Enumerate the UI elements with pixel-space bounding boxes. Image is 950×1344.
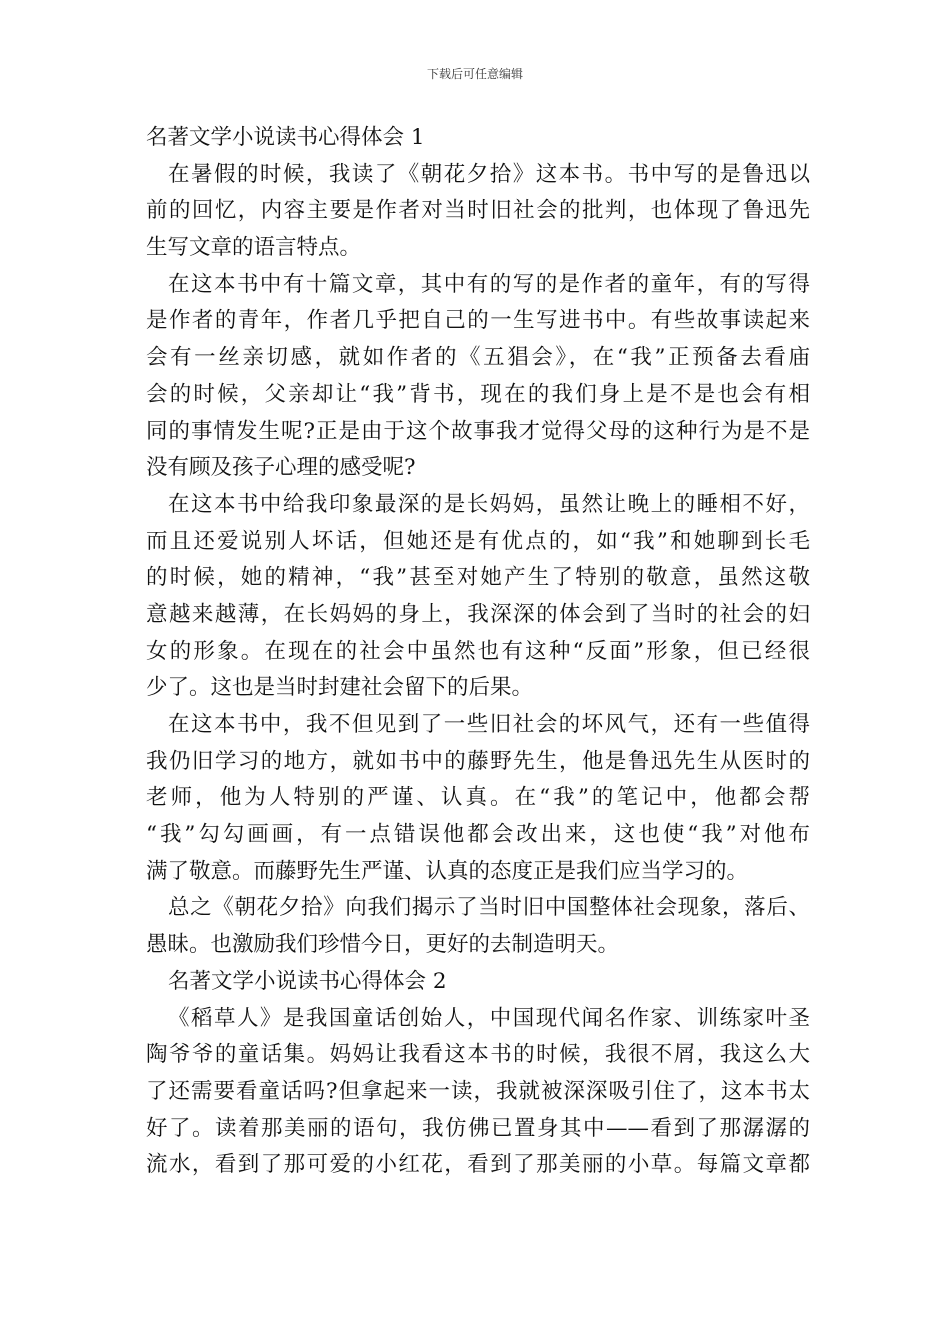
text-line: 女的形象。在现在的社会中虽然也有这种“反面”形象，但已经很 [146, 638, 810, 664]
text-line: 生写文章的语言特点。 [146, 235, 362, 261]
text-line: 会的时候，父亲却让“我”背书，现在的我们身上是不是也会有相 [146, 381, 810, 407]
text-line: 会有一丝亲切感，就如作者的《五猖会》，在“我”正预备去看庙 [146, 345, 810, 371]
text-line: 在这本书中有十篇文章，其中有的写的是作者的童年，有的写得 [168, 271, 810, 297]
text-line: 少了。这也是当时封建社会留下的后果。 [146, 675, 534, 701]
text-line: 陶爷爷的童话集。妈妈让我看这本书的时候，我很不屑，我这么大 [146, 1042, 810, 1068]
text-line: 我仍旧学习的地方，就如书中的藤野先生，他是鲁迅先生从医时的 [146, 748, 810, 774]
text-line: 是作者的青年，作者几乎把自己的一生写进书中。有些故事读起来 [146, 308, 810, 334]
text-line: 在这本书中，我不但见到了一些旧社会的坏风气，还有一些值得 [168, 712, 810, 737]
text-line: 意越来越薄，在长妈妈的身上，我深深的体会到了当时的社会的妇 [146, 601, 810, 627]
text-line: 好了。读着那美丽的语句，我仿佛已置身其中——看到了那潺潺的 [146, 1115, 810, 1141]
text-line: 没有顾及孩子心理的感受呢? [146, 455, 416, 481]
text-line: 总之《朝花夕拾》向我们揭示了当时旧中国整体社会现象，落后、 [168, 895, 810, 921]
text-line: 满了敬意。而藤野先生严谨、认真的态度正是我们应当学习的。 [146, 858, 749, 884]
text-line: 流水，看到了那可爱的小红花，看到了那美丽的小草。每篇文章都 [146, 1152, 810, 1178]
text-line: 的时候，她的精神，“我”甚至对她产生了特别的敬意，虽然这敬 [146, 565, 810, 591]
text-line: 愚昧。也激励我们珍惜今日，更好的去制造明天。 [146, 932, 620, 958]
text-line: 《稻草人》是我国童话创始人，中国现代闻名作家、训练家叶圣 [168, 1005, 810, 1031]
text-line: 老师，他为人特别的严谨、认真。在“我”的笔记中，他都会帮 [146, 785, 810, 811]
text-line: 前的回忆，内容主要是作者对当时旧社会的批判，也体现了鲁迅先 [146, 198, 810, 224]
section-heading: 名著文学小说读书心得体会 1 [146, 125, 425, 150]
text-line: 在这本书中给我印象最深的是长妈妈，虽然让晚上的睡相不好， [168, 491, 810, 517]
text-line: 在暑假的时候，我读了《朝花夕拾》这本书。书中写的是鲁迅以 [168, 161, 810, 187]
text-line: 而且还爱说别人坏话，但她还是有优点的，如“我”和她聊到长毛 [146, 528, 810, 554]
text-line: “我”勾勾画画，有一点错误他都会改出来，这也使“我”对他布 [146, 822, 810, 848]
section-heading: 名著文学小说读书心得体会 2 [168, 968, 447, 994]
text-line: 同的事情发生呢?正是由于这个故事我才觉得父母的这种行为是不是 [146, 418, 810, 444]
text-line: 了还需要看童话吗?但拿起来一读，我就被深深吸引住了，这本书太 [146, 1078, 810, 1104]
document-body [146, 120, 810, 1184]
page-header: 下载后可任意编辑 [426, 67, 523, 81]
